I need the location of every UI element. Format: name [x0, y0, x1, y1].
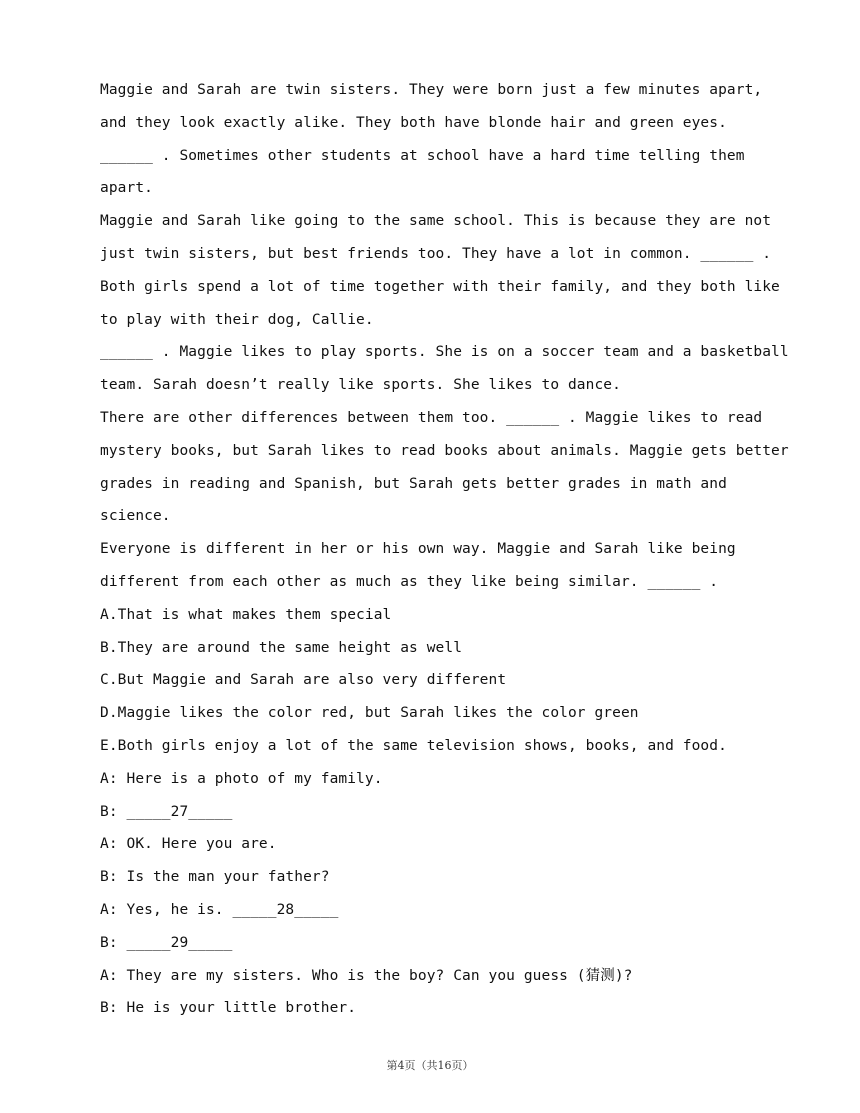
passage-paragraph-3 [100, 336, 789, 402]
text-line: Everyone is different in her or his own way. Maggie and Sarah like being [100, 541, 736, 558]
text-line: to play with their dog, Callie. [100, 311, 374, 328]
passage-paragraph-5 [100, 533, 770, 599]
text-line: Maggie and Sarah like going to the same school. This is because they are not [100, 213, 772, 230]
passage-paragraph-4 [100, 402, 789, 533]
option-e: E.Both girls enjoy a lot of the same television shows, books, and food. [100, 737, 727, 754]
document-page [100, 74, 789, 1025]
text-line: There are other differences between them too. ______ . Maggie likes to read [100, 409, 763, 426]
passage-paragraph-1 [100, 74, 770, 205]
dialogue-line: A: They are my sisters. Who is the boy? Can you guess (猜测)? [100, 967, 633, 984]
dialogue-line: B: He is your little brother. [100, 1000, 357, 1017]
dialogue [100, 763, 770, 1025]
text-line: Maggie and Sarah are twin sisters. They were born just a few minutes apart, [100, 82, 763, 98]
dialogue-line: A: OK. Here you are. [100, 836, 277, 853]
answer-options [100, 599, 770, 763]
dialogue-line: B: _____27_____ [100, 803, 233, 820]
text-line: and they look exactly alike. They both have blonde hair and green eyes. [100, 114, 727, 131]
dialogue-line: B: _____29_____ [100, 934, 233, 951]
text-line: team. Sarah doesn’t really like sports. She likes to dance. [100, 377, 621, 394]
option-c: C.But Maggie and Sarah are also very different [100, 672, 507, 689]
text-line: Both girls spend a lot of time together with their family, and they both like [100, 278, 780, 295]
text-line: ______ . Maggie likes to play sports. She is on a soccer team and a basketball [100, 344, 789, 361]
dialogue-line: B: Is the man your father? [100, 869, 330, 886]
dialogue-line: A: Yes, he is. _____28_____ [100, 901, 339, 918]
text-line: ______ . Sometimes other students at school have a hard time telling them [100, 147, 745, 164]
option-b: B.They are around the same height as well [100, 639, 463, 656]
text-line: science. [100, 508, 171, 525]
text-line: mystery books, but Sarah likes to read books about animals. Maggie gets better [100, 442, 789, 459]
text-line: apart. [100, 180, 153, 197]
option-d: D.Maggie likes the color red, but Sarah likes the color green [100, 705, 639, 722]
text-line: just twin sisters, but best friends too. They have a lot in common. ______ . [100, 245, 772, 262]
text-line: grades in reading and Spanish, but Sarah gets better grades in math and [100, 475, 727, 492]
option-a: A.That is what makes them special [100, 606, 392, 623]
dialogue-line: A: Here is a photo of my family. [100, 770, 383, 787]
passage-paragraph-2 [100, 205, 780, 336]
page-footer: 第4页（共16页） [386, 1059, 474, 1072]
text-line: different from each other as much as they like being similar. ______ . [100, 573, 719, 590]
